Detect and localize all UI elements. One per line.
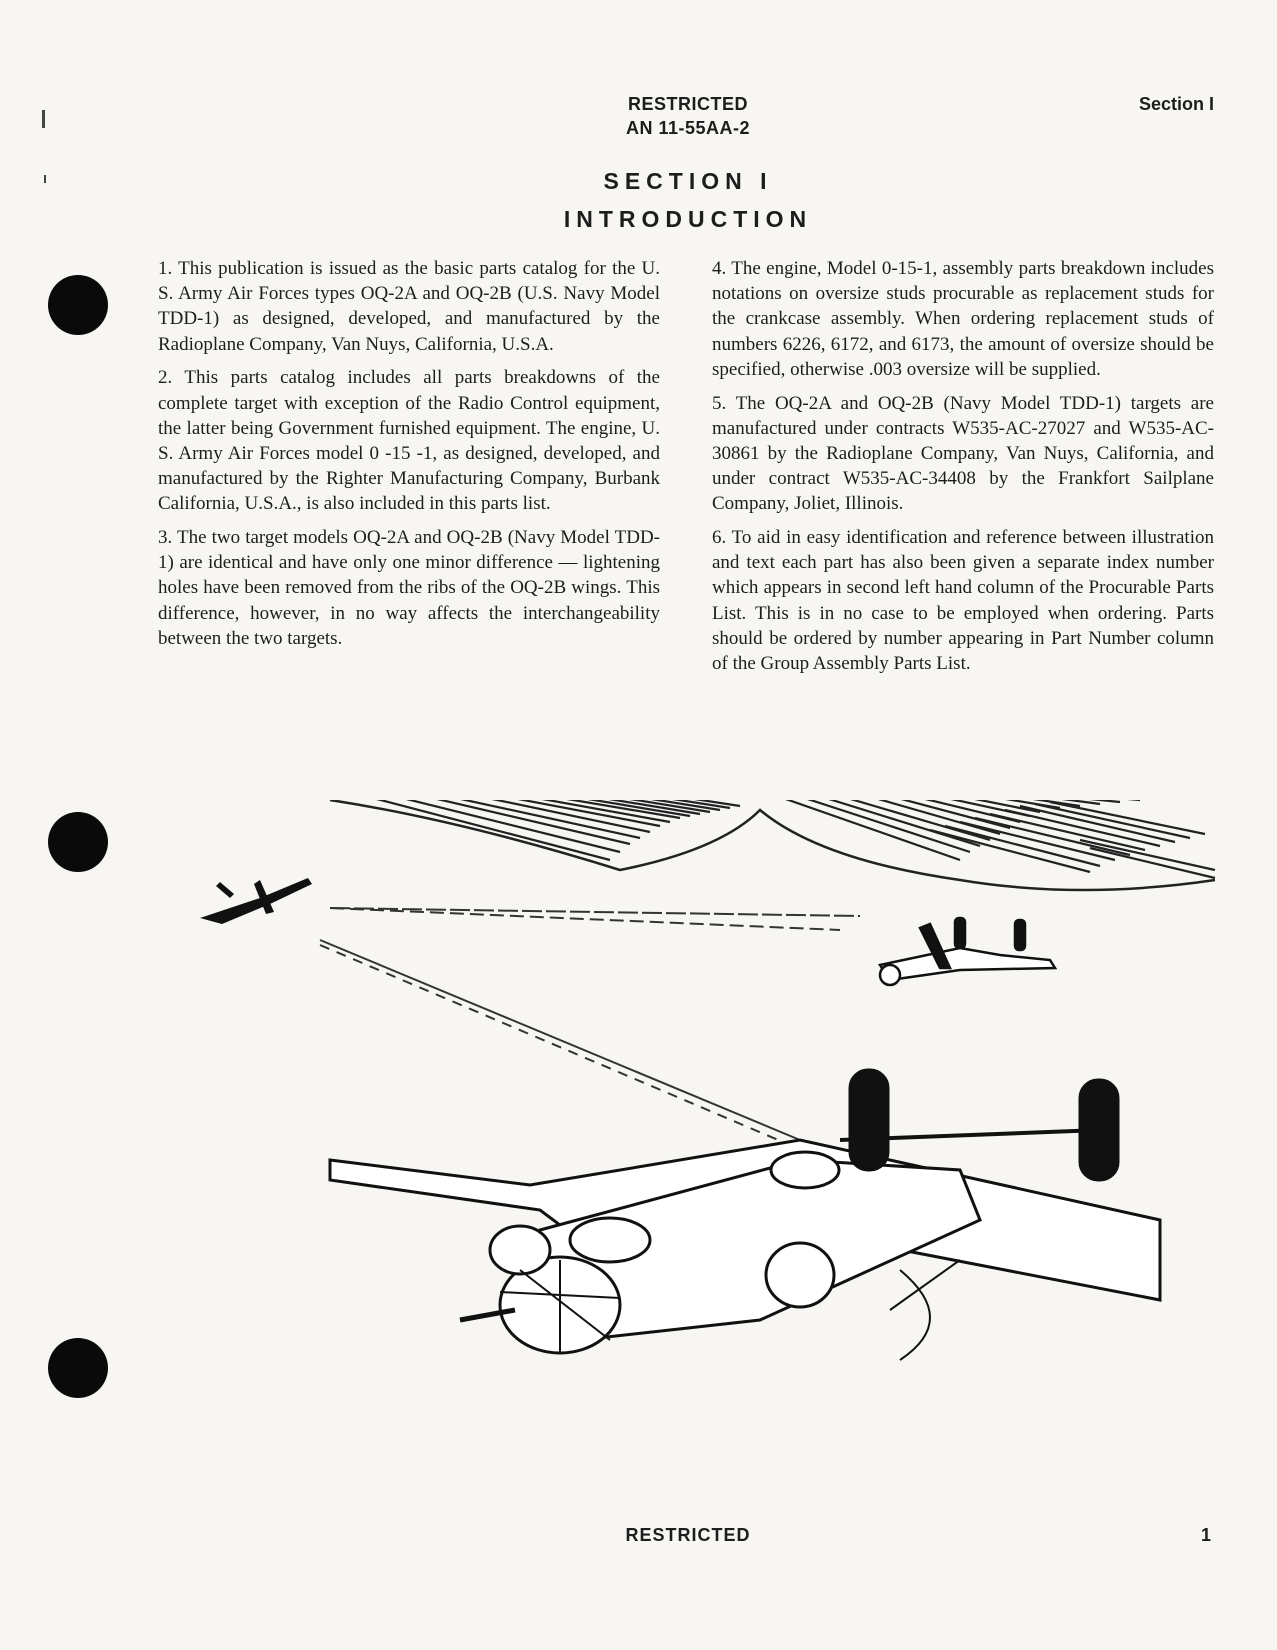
paragraph-1: 1. This publication is issued as the basic parts catalog for the U. S. Army Air Forces types OQ-2A and OQ-2B (U.S. Navy Model TDD-1) as designed, developed, and manufactured by the Radioplane Company, Van Nuys, California, U.S.A. [158, 258, 660, 355]
distant-bomber [880, 918, 1055, 985]
paragraph-6: 6. To aid in easy identification and reference between illustration and text each part has also been given a separate index number which appears in second left hand column of the Procurable Parts List. This is in no case to be employed when ordering. Parts should be ordered by number appearing in Part Number column of the Group Assembly Parts List. [712, 527, 1214, 675]
paragraph-3: 3. The two target models OQ-2A and OQ-2B (Navy Model TDD-1) are identical and have only one minor difference — lightening holes have been removed from the ribs of the OQ-2B wings. This difference, however, in no way affects the interchangeability between the two targets. [158, 527, 660, 649]
section-number: SECTION I [603, 168, 773, 194]
tracer-lines [320, 908, 860, 1145]
target-drone [200, 878, 312, 924]
paragraph-2: 2. This parts catalog includes all parts breakdowns of the complete target with exception of the Radio Control equipment, the latter being Government furnished equipment. The engine, U. S. Army Air Forces model 0 -15 -1, as designed, developed, and manufactured by the Righter Manufacturing Company, Burbank California, U.S.A., is also included in this parts list. [158, 367, 660, 515]
margin-mark [42, 110, 45, 128]
binder-hole-top [48, 275, 108, 335]
header-doc-number: AN 11-55AA-2 [625, 118, 751, 138]
footer-classification: RESTRICTED [625, 1525, 751, 1545]
text-column-right [712, 256, 1214, 685]
page-number: 1 [1200, 1525, 1211, 1545]
bomber-aircraft [330, 1070, 1160, 1360]
header-classification: RESTRICTED [627, 94, 748, 114]
aircraft-illustration [200, 800, 1220, 1560]
text-column-left [158, 256, 660, 660]
page-header [538, 92, 838, 140]
section-title: INTRODUCTION [563, 206, 813, 232]
paragraph-4: 4. The engine, Model 0-15-1, assembly parts breakdown includes notations on oversize studs procurable as replacement studs for the crankcase assembly. When ordering replacement studs of numbers 6226, 6172, and 6173, the amount of oversize should be specified, otherwise .003 oversize will be supplied. [712, 258, 1214, 380]
margin-mark [44, 175, 46, 183]
paragraph-5: 5. The OQ-2A and OQ-2B (Navy Model TDD-1) targets are manufactured under contracts W535-AC-27027 and W535-AC-30861 by the Radioplane Company, Van Nuys, California, and under contract W535-AC-34408 by the Frankfort Sailplane Company, Joliet, Illinois. [712, 392, 1214, 515]
binder-hole-bottom [48, 1338, 108, 1398]
sky-hatching [350, 800, 1215, 878]
header-section-ref: Section I [1138, 94, 1214, 114]
binder-hole-middle [48, 812, 108, 872]
